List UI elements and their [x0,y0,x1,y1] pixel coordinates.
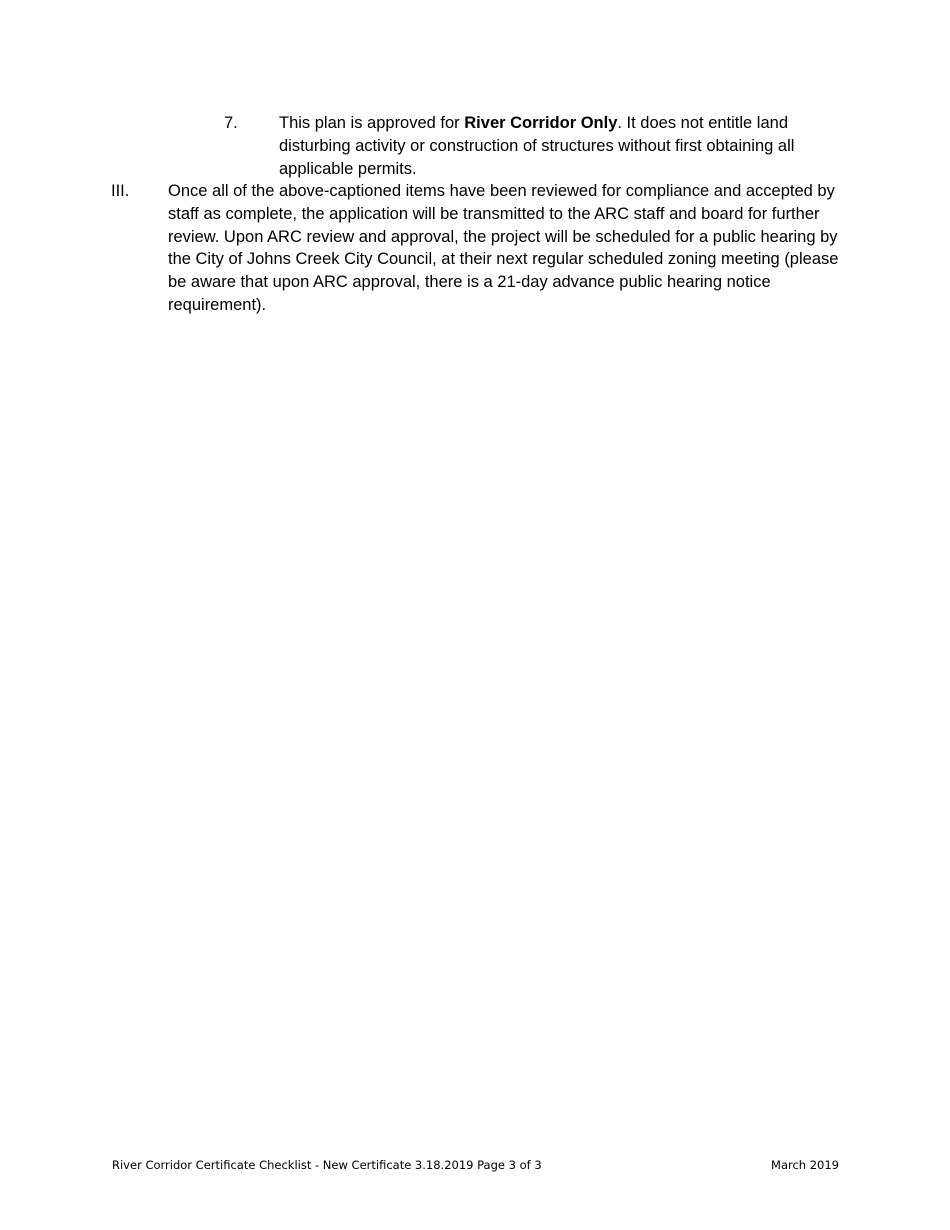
footer-date: March 2019 [771,1158,839,1172]
text-before-bold: This plan is approved for [279,114,465,132]
bold-emphasis: River Corridor Only [464,114,618,132]
footer-title: River Corridor Certificate Checklist - New Certificate 3.18.2019 Page 3 of 3 [112,1158,542,1172]
section-text: Once all of the above-captioned items have been reviewed for compliance and accepted by staff as complete, the application will be transmitted to the ARC staff and board for further review. Upon ARC review and approval, the project will be scheduled for a public hearing by the City of Johns Creek City Council, at their next regular scheduled zoning meeting (please be aware that upon ARC approval, there is a 21-day advance public hearing notice requirement). [168,182,839,314]
text-after-bold: . It does not entitle land disturbing activity or construction of structures without first obtaining all applicable permits. [279,114,795,178]
list-item-number: 7. [224,114,238,132]
list-item-text [279,112,844,180]
section-number: III. [111,182,130,200]
